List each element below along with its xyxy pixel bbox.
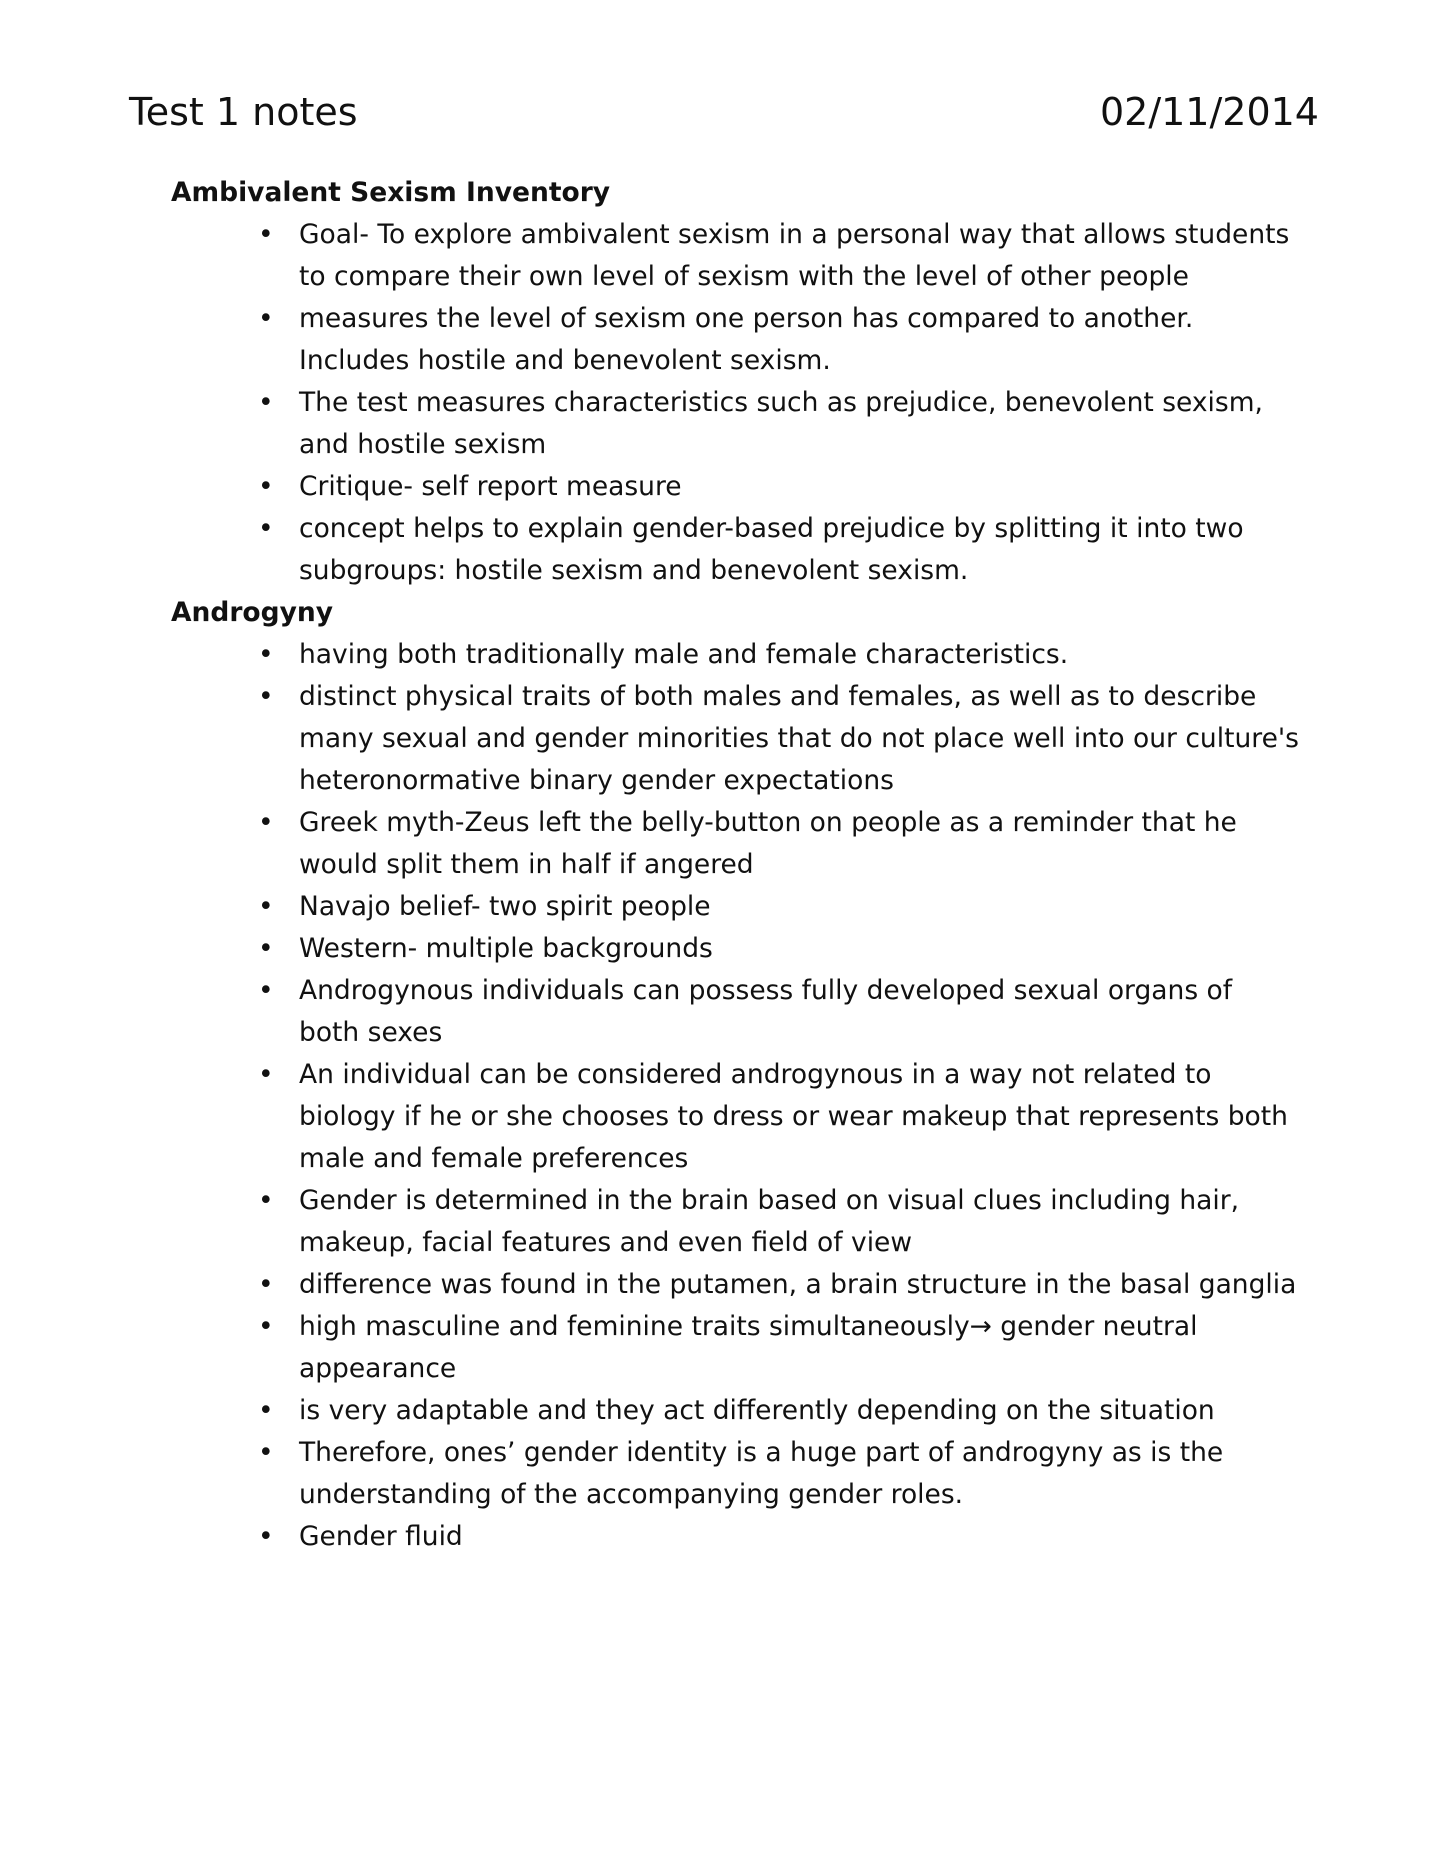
bullet-dot-icon: • (258, 1521, 274, 1552)
list-item-text: measures the level of sexism one person has compared to another. Includes hostile and benevolent sexism. (299, 303, 1194, 376)
list-item (171, 1516, 1299, 1558)
list-item (171, 1306, 1299, 1390)
list-item (171, 928, 1299, 970)
list-item-text: The test measures characteristics such as prejudice, benevolent sexism, and hostile sexism (299, 387, 1263, 460)
bullet-dot-icon: • (258, 471, 274, 502)
list-item (171, 1054, 1299, 1180)
section-heading: Ambivalent Sexism Inventory (171, 177, 611, 208)
list-item (171, 634, 1299, 676)
list-item (171, 676, 1299, 802)
list-item (171, 466, 1299, 508)
bullet-dot-icon: • (258, 1269, 274, 1300)
list-item-text: Western- multiple backgrounds (299, 933, 713, 964)
bullet-dot-icon: • (258, 1059, 274, 1090)
bullet-dot-icon: • (258, 975, 274, 1006)
list-item (171, 1180, 1299, 1264)
document-date: 02/11/2014 (1099, 90, 1319, 134)
list-item (171, 1390, 1299, 1432)
list-item (171, 1432, 1299, 1516)
list-item-text: Gender is determined in the brain based on visual clues including hair, makeup, facial features and even field of view (299, 1185, 1240, 1258)
bullet-dot-icon: • (258, 933, 274, 964)
list-item-text: concept helps to explain gender-based prejudice by splitting it into two subgroups: hostile sexism and benevolent sexism. (299, 513, 1244, 586)
list-item-text: high masculine and feminine traits simultaneously→ gender neutral appearance (299, 1311, 1198, 1384)
bullet-dot-icon: • (258, 639, 274, 670)
list-item-text: distinct physical traits of both males and females, as well as to describe many sexual and gender minorities that do not place well into our culture's heteronormative binary gender expectations (299, 681, 1299, 796)
list-item-text: Critique- self report measure (299, 471, 682, 502)
list-item-text: Goal- To explore ambivalent sexism in a personal way that allows students to compare their own level of sexism with the level of other people (299, 219, 1290, 292)
list-item (171, 298, 1299, 382)
list-item (171, 802, 1299, 886)
list-item-text: Gender fluid (299, 1521, 463, 1552)
list-item-text: An individual can be considered androgynous in a way not related to biology if he or she chooses to dress or wear makeup that represents both male and female preferences (299, 1059, 1288, 1174)
section-androgyny (171, 592, 1299, 1558)
bullet-dot-icon: • (258, 513, 274, 544)
list-item (171, 1264, 1299, 1306)
list-item (171, 886, 1299, 928)
list-item-text: Navajo belief- two spirit people (299, 891, 711, 922)
notes-content (171, 172, 1299, 1558)
bullet-dot-icon: • (258, 681, 274, 712)
list-item (171, 382, 1299, 466)
list-item (171, 214, 1299, 298)
bullet-dot-icon: • (258, 807, 274, 838)
bullet-dot-icon: • (258, 1185, 274, 1216)
bullet-dot-icon: • (258, 303, 274, 334)
bullet-dot-icon: • (258, 1311, 274, 1342)
list-item-text: having both traditionally male and female characteristics. (299, 639, 1069, 670)
list-item-text: Therefore, ones’ gender identity is a huge part of androgyny as is the understanding of the accompanying gender roles. (299, 1437, 1224, 1510)
list-item-text: difference was found in the putamen, a brain structure in the basal ganglia (299, 1269, 1297, 1300)
bullet-dot-icon: • (258, 219, 274, 250)
bullet-list (171, 634, 1299, 1558)
list-item-text: Androgynous individuals can possess fully developed sexual organs of both sexes (299, 975, 1233, 1048)
bullet-list (171, 214, 1291, 592)
section-ambivalent-sexism-inventory (171, 172, 1291, 592)
bullet-dot-icon: • (258, 387, 274, 418)
list-item-text: is very adaptable and they act differently depending on the situation (299, 1395, 1215, 1426)
document-header (129, 84, 1319, 144)
list-item-text: Greek myth-Zeus left the belly-button on people as a reminder that he would split them in half if angered (299, 807, 1237, 880)
list-item (171, 970, 1299, 1054)
bullet-dot-icon: • (258, 891, 274, 922)
bullet-dot-icon: • (258, 1437, 274, 1468)
bullet-dot-icon: • (258, 1395, 274, 1426)
section-heading: Androgyny (171, 597, 334, 628)
list-item (171, 508, 1299, 592)
document-title: Test 1 notes (129, 90, 358, 134)
